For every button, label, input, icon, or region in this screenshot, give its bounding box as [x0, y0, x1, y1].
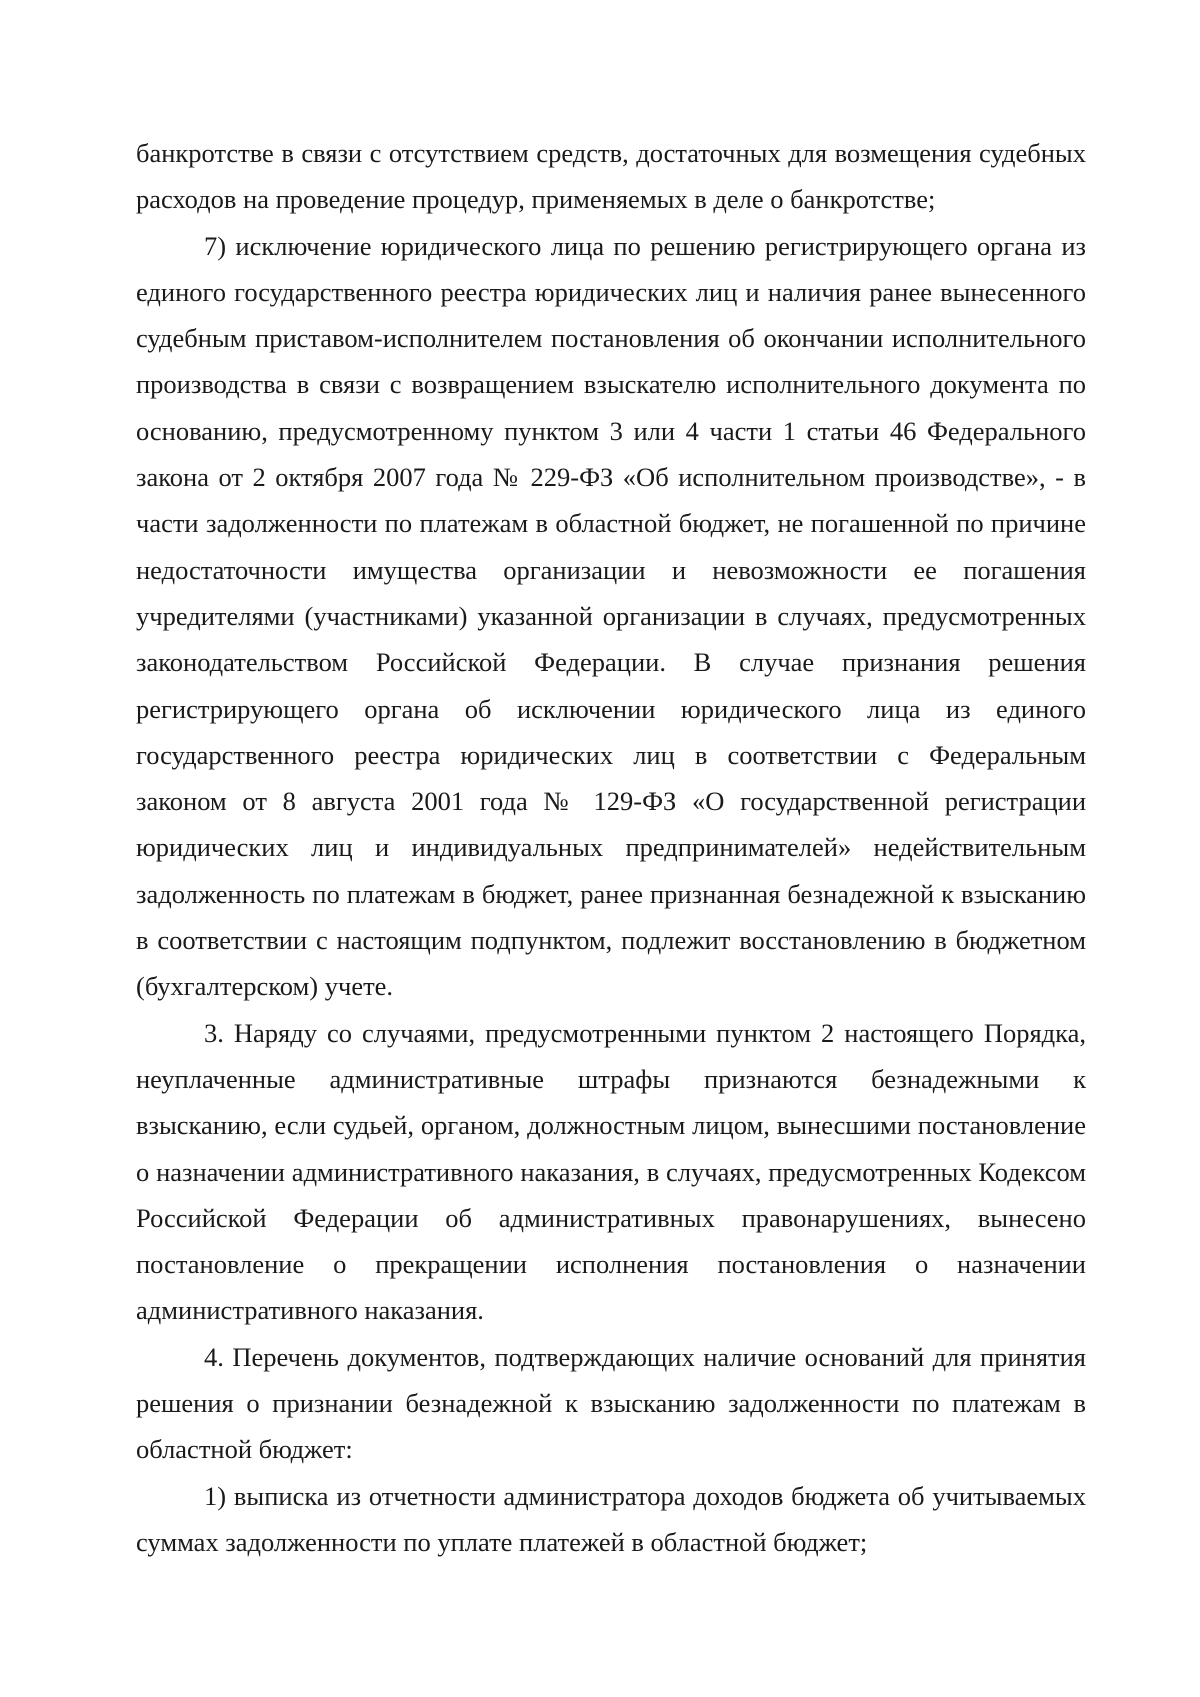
document-body: [136, 130, 1086, 1565]
paragraph-continuation: банкротстве в связи с отсутствием средств, достаточных для возмещения судебных расходов на проведение процедур, применяемых в деле о банкротстве;: [136, 138, 1086, 215]
paragraph-item-7: 7) исключение юридического лица по решению регистрирующего органа из единого государственного реестра юридических лиц и наличия ранее вынесенного судебным приставом-исполнителем постановления об окончании исполнительного производства в связи с возвращением взыскателю исполнительного документа по основанию, предусмотренному пунктом 3 или 4 части 1 статьи 46 Федерального закона от 2 октября 2007 года № 229-ФЗ «Об исполнительном производстве», - в части задолженности по платежам в областной бюджет, не погашенной по причине недостаточности имущества организации и невозможности ее погашения учредителями (участниками) указанной организации в случаях, предусмотренных законодательством Российской Федерации. В случае признания решения регистрирующего органа об исключении юридического лица из единого государственного реестра юридических лиц в соответствии с Федеральным законом от 8 августа 2001 года № 129-ФЗ «О государственной регистрации юридических лиц и индивидуальных предпринимателей» недействительным задолженность по платежам в бюджет, ранее признанная безнадежной к взысканию в соответствии с настоящим подпунктом, подлежит восстановлению в бюджетном (бухгалтерском) учете.: [136, 230, 1086, 1002]
paragraph-point-4: 4. Перечень документов, подтверждающих наличие оснований для принятия решения о признании безнадежной к взысканию задолженности по платежам в областной бюджет:: [136, 1341, 1086, 1465]
paragraph-point-3: 3. Наряду со случаями, предусмотренными пунктом 2 настоящего Порядка, неуплаченные административные штрафы признаются безнадежными к взысканию, если судьей, органом, должностным лицом, вынесшими постановление о назначении административного наказания, в случаях, предусмотренных Кодексом Российской Федерации об административных правонарушениях, вынесено постановление о прекращении исполнения постановления о назначении административного наказания.: [136, 1017, 1086, 1326]
paragraph-point-4-item-1: 1) выписка из отчетности администратора доходов бюджета об учитываемых суммах задолженности по уплате платежей в областной бюджет;: [136, 1480, 1086, 1557]
